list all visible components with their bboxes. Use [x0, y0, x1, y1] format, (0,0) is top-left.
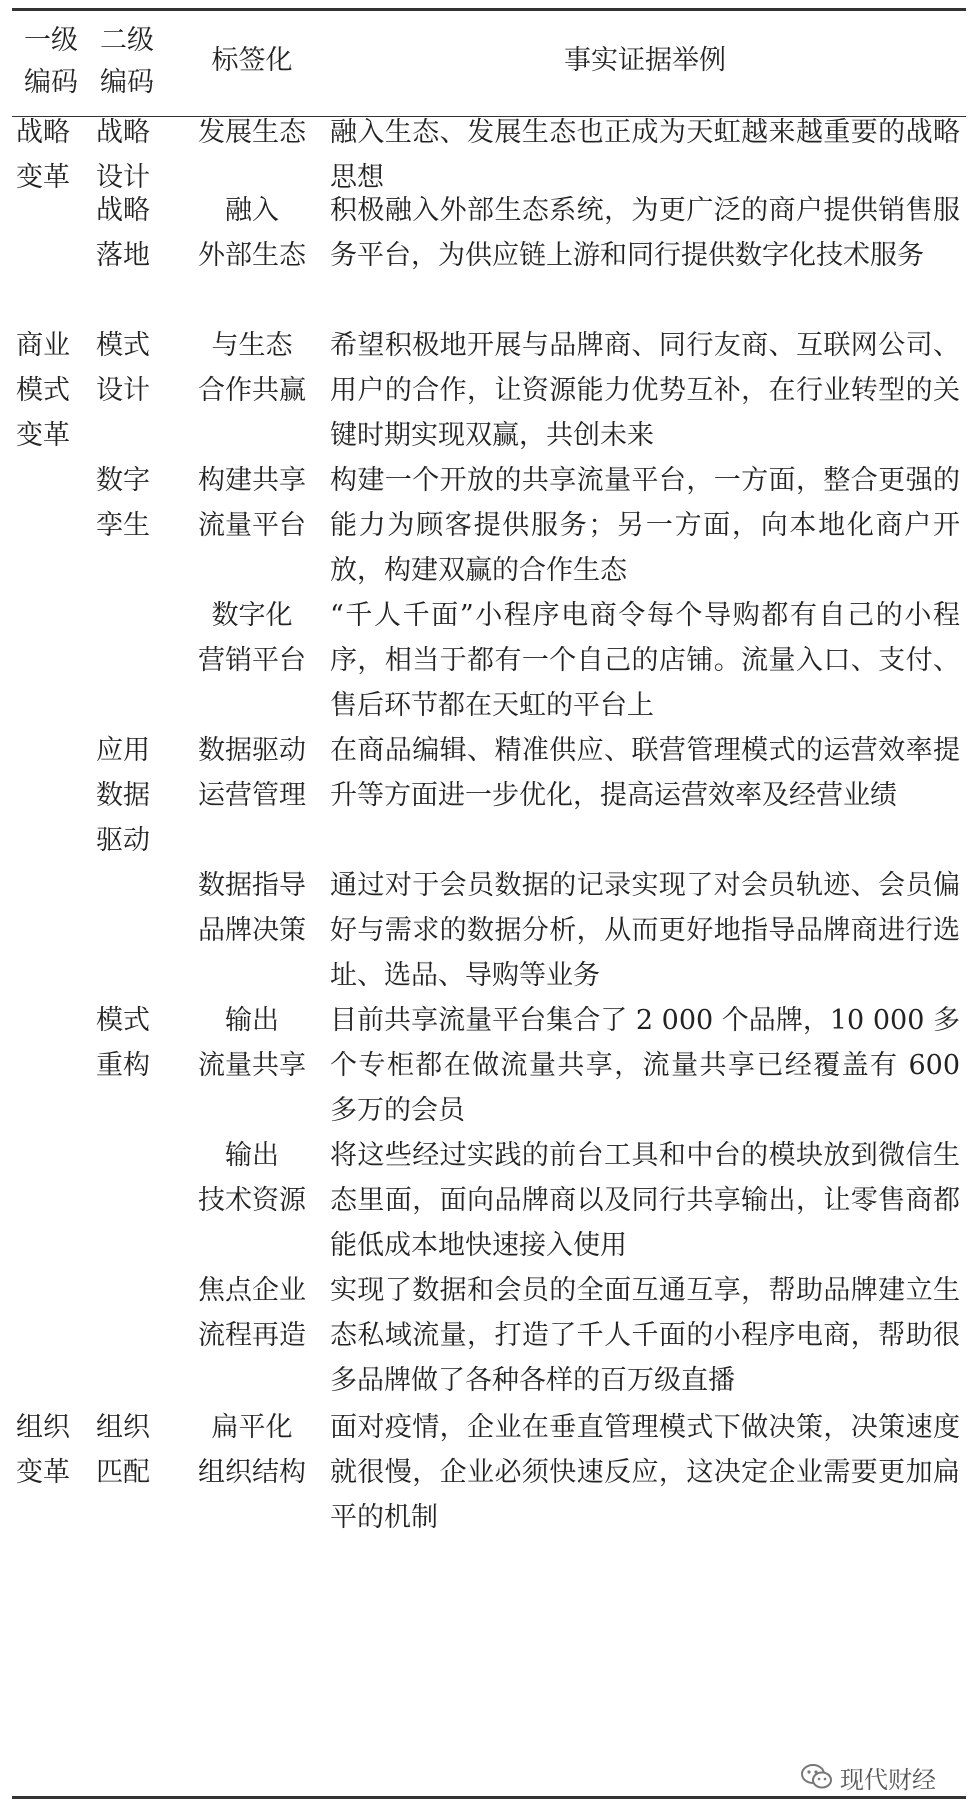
evidence-cell: 构建一个开放的共享流量平台，一方面，整合更强的能力为顾客提供服务；另一方面，向本地化商户开放，构建双赢的合作生态 [330, 465, 960, 586]
tag-cell [178, 1405, 326, 1495]
level2-code [96, 728, 166, 863]
tag-cell-line: 数据指导 [198, 870, 306, 901]
level1-code [16, 323, 84, 458]
tag-cell [178, 863, 326, 953]
tag-cell [178, 593, 326, 683]
level1-code-line: 战略 [16, 117, 70, 148]
tag-cell [178, 1133, 326, 1223]
watermark [800, 1760, 936, 1794]
header-tag: 标签化 [211, 45, 293, 76]
tag-cell [178, 998, 326, 1088]
header-evidence: 事实证据举例 [564, 45, 726, 76]
level2-code-line: 数据 [96, 780, 150, 811]
level1-code-line: 变革 [16, 420, 70, 451]
tag-cell-line: 数据驱动 [198, 735, 306, 766]
level2-code [96, 188, 166, 278]
evidence-cell: 目前共享流量平台集合了 2 000 个品牌，10 000 多个专柜都在做流量共享，流量共享已经覆盖有 600 多万的会员 [330, 1005, 960, 1126]
level2-code-line: 组织 [96, 1412, 150, 1443]
level2-code [96, 323, 166, 413]
level2-code-line: 模式 [96, 1005, 150, 1036]
tag-cell-line: 发展生态 [198, 117, 306, 148]
tag-cell-line: 合作共赢 [198, 375, 306, 406]
evidence-cell: 希望积极地开展与品牌商、同行友商、互联网公司、用户的合作，让资源能力优势互补，在行业转型的关键时期实现双赢，共创未来 [330, 330, 960, 451]
tag-cell-line: 焦点企业 [198, 1275, 306, 1306]
tag-cell-line: 输出 [225, 1140, 279, 1171]
level2-code [96, 458, 166, 548]
tag-cell [178, 458, 326, 548]
level1-code-line: 商业 [16, 330, 70, 361]
level2-code-line: 匹配 [96, 1457, 150, 1488]
bottom-rule [12, 1796, 966, 1799]
level2-code-line: 设计 [96, 375, 150, 406]
header-level1 [16, 20, 86, 104]
evidence-cell: 将这些经过实践的前台工具和中台的模块放到微信生态里面，面向品牌商以及同行共享输出，让零售商都能低成本地快速接入使用 [330, 1140, 960, 1261]
tag-cell-line: 与生态 [211, 330, 293, 361]
tag-cell [178, 323, 326, 413]
evidence-cell: 积极融入外部生态系统，为更广泛的商户提供销售服务平台，为供应链上游和同行提供数字化技术服务 [330, 195, 960, 271]
watermark-text: 现代财经 [840, 1765, 936, 1794]
level2-code-line: 战略 [96, 195, 150, 226]
tag-cell-line: 品牌决策 [198, 915, 306, 946]
tag-cell [178, 188, 326, 278]
tag-cell-line: 流量平台 [198, 510, 306, 541]
evidence-cell: 融入生态、发展生态也正成为天虹越来越重要的战略思想 [330, 117, 960, 193]
level2-code-line: 孪生 [96, 510, 150, 541]
evidence-cell: 面对疫情，企业在垂直管理模式下做决策，决策速度就很慢，企业必须快速反应，这决定企业需要更加扁平的机制 [330, 1412, 960, 1533]
tag-cell-line: 融入 [225, 195, 279, 226]
tag-cell-line: 运营管理 [198, 780, 306, 811]
header-level2 [90, 20, 164, 104]
evidence-cell: “千人千面”小程序电商令每个导购都有自己的小程序，相当于都有一个自己的店铺。流量入口、支付、售后环节都在天虹的平台上 [330, 600, 960, 721]
header-level1-line2: 编码 [24, 67, 78, 98]
level2-code-line: 模式 [96, 330, 150, 361]
tag-cell-line: 技术资源 [198, 1185, 306, 1216]
level2-code-line: 数字 [96, 465, 150, 496]
tag-cell-line: 数字化 [211, 600, 293, 631]
level2-code-line: 重构 [96, 1050, 150, 1081]
evidence-cell: 在商品编辑、精准供应、联营管理模式的运营效率提升等方面进一步优化，提高运营效率及经营业绩 [330, 735, 960, 811]
header-level2-line1: 二级 [100, 25, 154, 56]
tag-cell [178, 110, 326, 155]
level1-code [16, 110, 84, 200]
level2-code [96, 110, 166, 200]
tag-cell-line: 流程再造 [198, 1320, 306, 1351]
evidence-cell: 通过对于会员数据的记录实现了对会员轨迹、会员偏好与需求的数据分析，从而更好地指导品牌商进行选址、选品、导购等业务 [330, 870, 960, 991]
tag-cell-line: 输出 [225, 1005, 279, 1036]
level2-code-line: 设计 [96, 162, 150, 193]
tag-cell-line: 扁平化 [211, 1412, 293, 1443]
level2-code [96, 998, 166, 1088]
level1-code-line: 模式 [16, 375, 70, 406]
level1-code [16, 1405, 84, 1495]
level1-code-line: 变革 [16, 162, 70, 193]
tag-cell-line: 组织结构 [198, 1457, 306, 1488]
level2-code-line: 战略 [96, 117, 150, 148]
tag-cell-line: 外部生态 [198, 240, 306, 271]
level2-code [96, 1405, 166, 1495]
level1-code-line: 组织 [16, 1412, 70, 1443]
tag-cell-line: 构建共享 [198, 465, 306, 496]
level2-code-line: 驱动 [96, 825, 150, 856]
tag-cell [178, 728, 326, 818]
evidence-cell: 实现了数据和会员的全面互通互享，帮助品牌建立生态私域流量，打造了千人千面的小程序电商，帮助很多品牌做了各种各样的百万级直播 [330, 1275, 960, 1396]
top-rule [12, 8, 966, 11]
wechat-icon [800, 1762, 834, 1792]
tag-cell-line: 营销平台 [198, 645, 306, 676]
level1-code-line: 变革 [16, 1457, 70, 1488]
tag-cell [178, 1268, 326, 1358]
level2-code-line: 落地 [96, 240, 150, 271]
tag-cell-line: 流量共享 [198, 1050, 306, 1081]
header-level2-line2: 编码 [100, 67, 154, 98]
level2-code-line: 应用 [96, 735, 150, 766]
header-level1-line1: 一级 [24, 25, 78, 56]
